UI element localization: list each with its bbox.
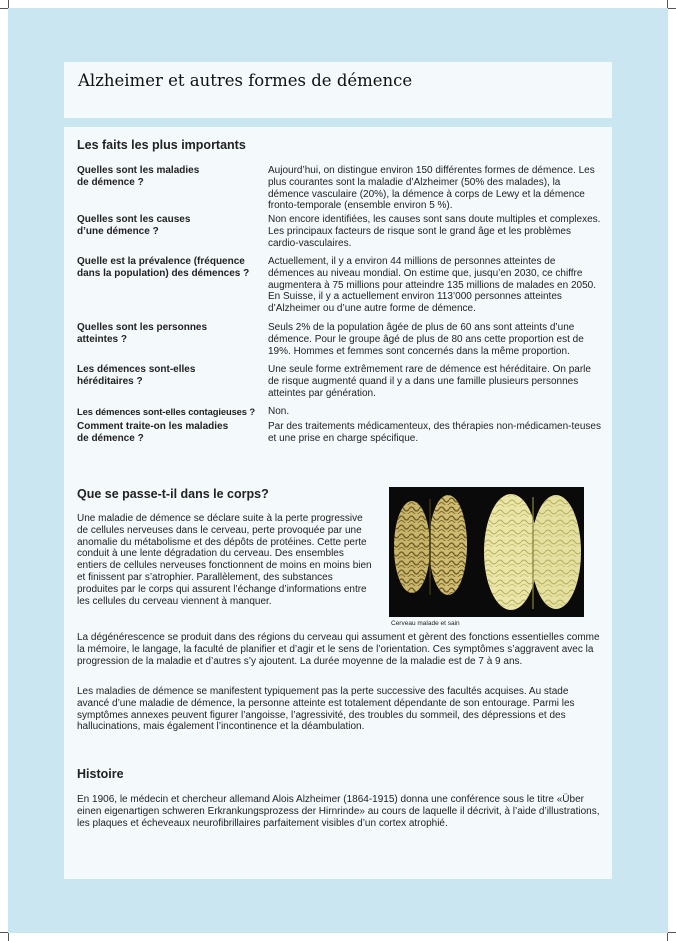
fact-row (77, 214, 602, 256)
fact-answer: Non. (268, 406, 290, 417)
fact-row (77, 421, 602, 447)
fact-row (77, 322, 602, 364)
history-paragraph: En 1906, le médecin et chercheur allemand Alois Alzheimer (1864-1915) donna une conférence sous le titre «Über einen eigenartigen schweren Erkrankungsprozess der Hirnrinde» au cours de laquelle il décrivit, à l’aide d’illustrations, les plaques et écheveaux neurofibrillaires parfaitement visibles d’un cortex atrophié. (77, 794, 600, 829)
brain-comparison-image (389, 487, 584, 617)
facts-table (77, 165, 602, 447)
fact-question: Comment traite-on les maladies de démence ? (77, 421, 229, 444)
title-panel (64, 62, 612, 118)
fact-answer: Aujourd’hui, on distingue environ 150 différentes formes de démence. Les plus courantes sont la maladie d’Alzheimer (50% des malades), la démence vasculaire (20%), la démence à corps de Lewy et la démence fronto-temporale (ensemble environ 5 %). (268, 165, 595, 212)
crop-mark (667, 933, 668, 941)
content-panel (64, 127, 612, 879)
crop-mark (0, 8, 8, 9)
fact-question: Quelles sont les personnes atteintes ? (77, 322, 208, 345)
fact-question: Les démences sont-elles contagieuses ? (77, 406, 256, 417)
body-paragraph-1: Une maladie de démence se déclare suite à la perte progressive de cellules nerveuses dans le cerveau, perte provoquée par une anomalie du métabolisme et des dépôts de protéines. Cette perte conduit à une lente dégradation du cerveau. Des ensembles entiers de cellules nerveuses fonctionnent de moins en moins bien et finissent par s’atrophier. Parallèlement, des substances produites par le corps qui assurent l’échange d’informations entre les cellules du cerveau viennent à manquer. (77, 513, 372, 607)
fact-question: Les démences sont-elles héréditaires ? (77, 364, 196, 387)
crop-mark (668, 8, 676, 9)
body-heading: Que se passe-t-il dans le corps? (77, 487, 269, 501)
image-caption: Cerveau malade et sain (391, 620, 460, 627)
page-title: Alzheimer et autres formes de démence (78, 71, 413, 90)
brain-photo (389, 487, 584, 617)
fact-answer: Par des traitements médicamenteux, des thérapies non-médicamen-teuses et une prise en charge spécifique. (268, 421, 601, 444)
fact-row (77, 406, 602, 421)
fact-answer: Une seule forme extrêmement rare de démence est héréditaire. On parle de risque augmenté quand il y a dans une famille plusieurs personnes atteintes par génération. (268, 364, 591, 399)
crop-mark (8, 0, 9, 8)
body-paragraph-2: La dégénérescence se produit dans des régions du cerveau qui assument et gèrent des fonctions essentielles comme la mémoire, le langage, la faculté de planifier et d’agir et le sens de l’orientation. Ces symptômes s’aggravent avec la progression de la maladie et d’autres s’y ajoutent. La durée moyenne de la maladie est de 7 à 9 ans. (77, 632, 600, 667)
facts-heading: Les faits les plus importants (77, 138, 246, 152)
crop-mark (667, 0, 668, 8)
fact-question: Quelle est la prévalence (fréquence dans la population) des démences ? (77, 256, 250, 279)
fact-answer: Non encore identifiées, les causes sont sans doute multiples et complexes. Les principaux facteurs de risque sont le grand âge et les problèmes cardio-vasculaires. (268, 214, 601, 249)
fact-answer: Actuellement, il y a environ 44 millions de personnes atteintes de démences au niveau mondial. On estime que, jusqu’en 2030, ce chiffre augmentera à 75 millions pour atteindre 135 millions de malades en 2050. En Suisse, il y a actuellement environ 113’000 personnes atteintes d’Alzheimer ou d’une autre forme de démence. (268, 256, 596, 315)
body-paragraph-3: Les maladies de démence se manifestent typiquement pas la perte successive des facultés acquises. Au stade avancé d’une maladie de démence, la personne atteinte est totalement dépendante de son entourage. Parmi les symptômes annexes peuvent figurer l’angoisse, l’agressivité, des troubles du sommeil, des dépressions et des hallucinations, mais également l’incontinence et la déambulation. (77, 686, 575, 733)
fact-answer: Seuls 2% de la population âgée de plus de 60 ans sont atteints d’une démence. Pour le groupe âgé de plus de 80 ans cette proportion est de 19%. Hommes et femmes sont concernés dans la même proportion. (268, 322, 584, 357)
crop-mark (0, 932, 8, 933)
fact-row (77, 256, 602, 322)
fact-row (77, 165, 602, 214)
fact-question: Quelles sont les maladies de démence ? (77, 165, 200, 188)
fact-row (77, 364, 602, 406)
fact-question: Quelles sont les causes d’une démence ? (77, 214, 191, 237)
crop-mark (668, 932, 676, 933)
crop-mark (8, 933, 9, 941)
history-heading: Histoire (77, 767, 124, 781)
